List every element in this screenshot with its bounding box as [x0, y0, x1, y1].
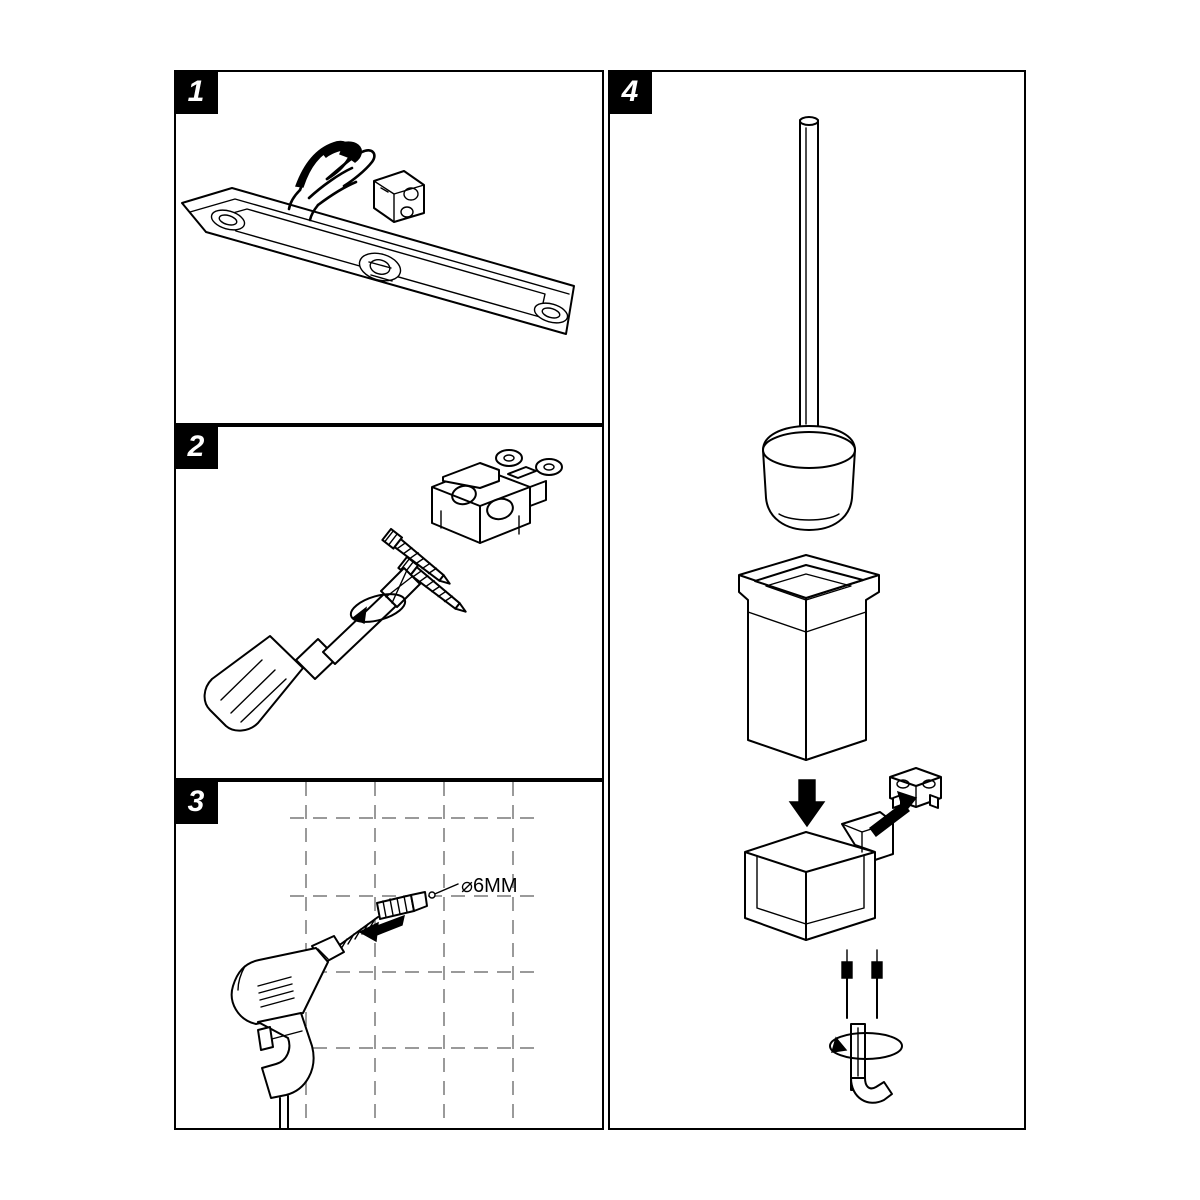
panel-step-3 — [174, 780, 604, 1130]
step-number-badge-3: 3 — [174, 780, 218, 824]
step-number-badge-4: 4 — [608, 70, 652, 114]
panel-step-1 — [174, 70, 604, 425]
step-number-badge-1: 1 — [174, 70, 218, 114]
panel-step-2 — [174, 425, 604, 780]
step-number-badge-2: 2 — [174, 425, 218, 469]
drill-diameter-label: ⌀6MM — [461, 875, 518, 897]
panel-step-4 — [608, 70, 1026, 1130]
